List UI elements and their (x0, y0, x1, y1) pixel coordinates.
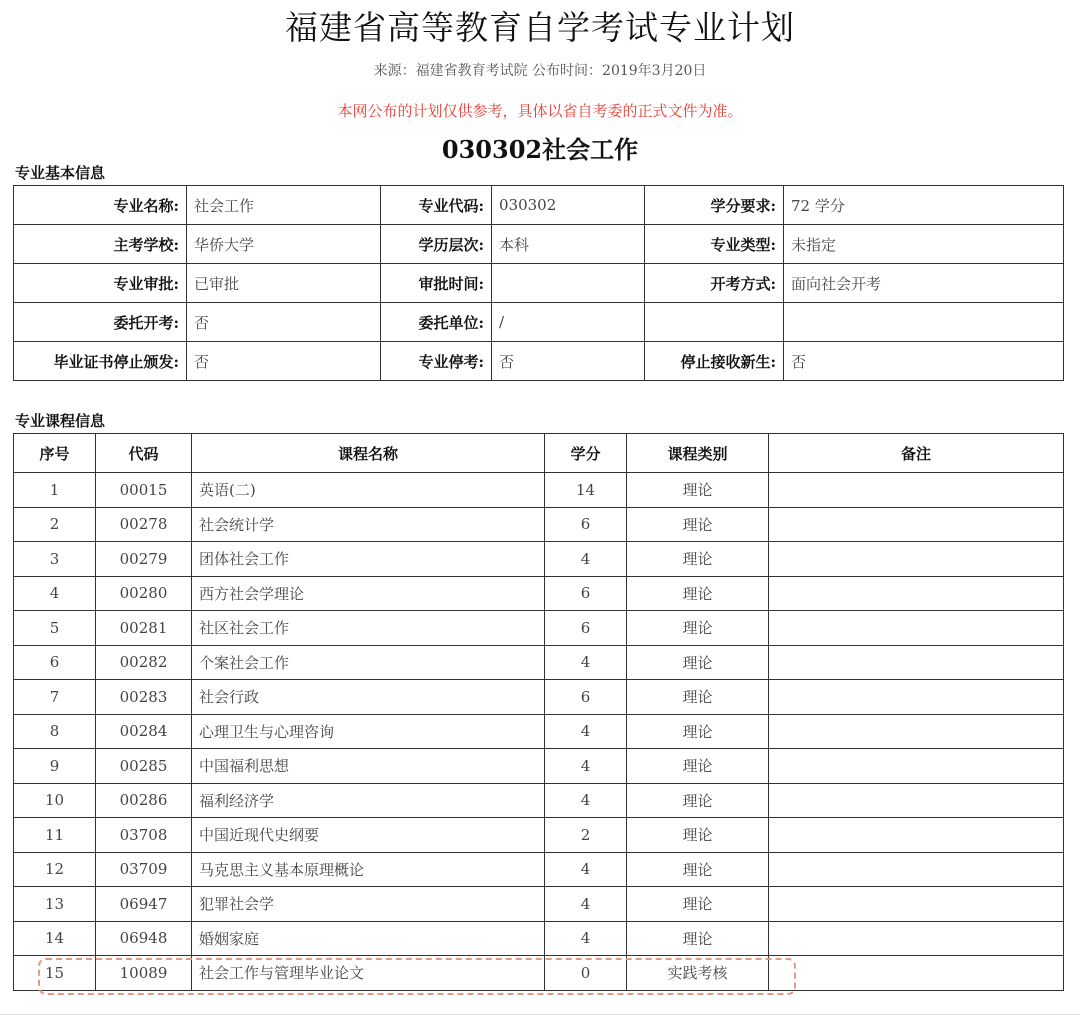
course-code: 00015 (96, 473, 192, 508)
course-category: 理论 (627, 473, 769, 508)
course-remark (769, 852, 1064, 887)
course-name: 社区社会工作 (192, 611, 545, 646)
info-value: 否 (492, 342, 645, 381)
course-name: 个案社会工作 (192, 645, 545, 680)
info-label: 专业代码: (381, 186, 492, 225)
info-value (784, 303, 1064, 342)
row-index: 6 (14, 645, 96, 680)
row-index: 9 (14, 749, 96, 784)
info-value: 030302 (492, 186, 645, 225)
basic-info-label: 专业基本信息 (15, 164, 106, 182)
course-name: 团体社会工作 (192, 542, 545, 577)
course-credits: 4 (545, 783, 627, 818)
course-credits: 4 (545, 645, 627, 680)
course-category: 理论 (627, 749, 769, 784)
course-name: 马克思主义基本原理概论 (192, 852, 545, 887)
table-header-row (14, 434, 1064, 473)
info-label: 毕业证书停止颁发: (14, 342, 187, 381)
basic-info-table (13, 185, 1064, 381)
row-index: 15 (14, 956, 96, 991)
course-category: 理论 (627, 921, 769, 956)
row-index: 7 (14, 680, 96, 715)
info-value: 已审批 (187, 264, 381, 303)
course-code: 00280 (96, 576, 192, 611)
page-title: 福建省高等教育自学考试专业计划 (285, 8, 795, 47)
table-row (14, 749, 1064, 784)
info-label: 主考学校: (14, 225, 187, 264)
course-code: 03709 (96, 852, 192, 887)
course-credits: 4 (545, 852, 627, 887)
info-row (14, 264, 1064, 303)
course-credits: 2 (545, 818, 627, 853)
row-index: 2 (14, 507, 96, 542)
column-header: 备注 (769, 434, 1064, 473)
info-label: 学分要求: (645, 186, 784, 225)
course-category: 理论 (627, 852, 769, 887)
course-name: 社会行政 (192, 680, 545, 715)
row-index: 1 (14, 473, 96, 508)
course-category: 理论 (627, 680, 769, 715)
course-remark (769, 473, 1064, 508)
course-credits: 4 (545, 887, 627, 922)
course-name: 中国近现代史纲要 (192, 818, 545, 853)
table-row (14, 542, 1064, 577)
info-label: 专业类型: (645, 225, 784, 264)
course-category: 理论 (627, 507, 769, 542)
info-row (14, 303, 1064, 342)
course-table (13, 433, 1064, 991)
column-header: 课程名称 (192, 434, 545, 473)
course-credits: 6 (545, 507, 627, 542)
info-label (645, 303, 784, 342)
info-label: 审批时间: (381, 264, 492, 303)
row-index: 5 (14, 611, 96, 646)
course-code: 03708 (96, 818, 192, 853)
table-row (14, 956, 1064, 991)
table-row (14, 645, 1064, 680)
course-credits: 4 (545, 921, 627, 956)
table-row (14, 576, 1064, 611)
table-row (14, 921, 1064, 956)
course-name: 社会统计学 (192, 507, 545, 542)
info-value: 未指定 (784, 225, 1064, 264)
info-label: 学历层次: (381, 225, 492, 264)
course-code: 06947 (96, 887, 192, 922)
course-remark (769, 921, 1064, 956)
course-credits: 4 (545, 542, 627, 577)
source-line: 来源：福建省教育考试院 公布时间：2019年3月20日 (373, 63, 707, 79)
course-info-label: 专业课程信息 (15, 412, 106, 430)
course-category: 理论 (627, 714, 769, 749)
course-code: 00286 (96, 783, 192, 818)
info-row (14, 342, 1064, 381)
course-code: 06948 (96, 921, 192, 956)
course-category: 理论 (627, 783, 769, 818)
course-code: 00283 (96, 680, 192, 715)
info-label: 专业名称: (14, 186, 187, 225)
course-category: 理论 (627, 645, 769, 680)
row-index: 8 (14, 714, 96, 749)
course-name: 西方社会学理论 (192, 576, 545, 611)
course-category: 理论 (627, 542, 769, 577)
course-credits: 4 (545, 749, 627, 784)
table-row (14, 611, 1064, 646)
column-header: 序号 (14, 434, 96, 473)
course-name: 婚姻家庭 (192, 921, 545, 956)
course-credits: 14 (545, 473, 627, 508)
course-remark (769, 783, 1064, 818)
column-header: 代码 (96, 434, 192, 473)
table-row (14, 818, 1064, 853)
course-code: 00279 (96, 542, 192, 577)
major-title: 030302社会工作 (441, 135, 639, 164)
course-credits: 0 (545, 956, 627, 991)
course-remark (769, 818, 1064, 853)
row-index: 4 (14, 576, 96, 611)
row-index: 13 (14, 887, 96, 922)
course-code: 00278 (96, 507, 192, 542)
column-header: 课程类别 (627, 434, 769, 473)
info-value: 社会工作 (187, 186, 381, 225)
course-category: 理论 (627, 887, 769, 922)
info-label: 专业停考: (381, 342, 492, 381)
course-name: 福利经济学 (192, 783, 545, 818)
course-code: 10089 (96, 956, 192, 991)
course-name: 心理卫生与心理咨询 (192, 714, 545, 749)
table-row (14, 680, 1064, 715)
table-row (14, 887, 1064, 922)
info-value: 否 (187, 342, 381, 381)
row-index: 11 (14, 818, 96, 853)
row-index: 12 (14, 852, 96, 887)
course-remark (769, 611, 1064, 646)
info-value: 72 学分 (784, 186, 1064, 225)
info-label: 委托单位: (381, 303, 492, 342)
course-credits: 6 (545, 680, 627, 715)
course-remark (769, 507, 1064, 542)
course-name: 英语(二) (192, 473, 545, 508)
row-index: 10 (14, 783, 96, 818)
course-code: 00281 (96, 611, 192, 646)
course-credits: 6 (545, 576, 627, 611)
divider (0, 1014, 1080, 1015)
info-label: 委托开考: (14, 303, 187, 342)
course-code: 00284 (96, 714, 192, 749)
course-remark (769, 542, 1064, 577)
course-remark (769, 956, 1064, 991)
info-label: 停止接收新生: (645, 342, 784, 381)
course-credits: 6 (545, 611, 627, 646)
course-category: 理论 (627, 611, 769, 646)
course-name: 犯罪社会学 (192, 887, 545, 922)
info-row (14, 186, 1064, 225)
table-row (14, 473, 1064, 508)
info-row (14, 225, 1064, 264)
info-value: / (492, 303, 645, 342)
course-code: 00282 (96, 645, 192, 680)
course-remark (769, 887, 1064, 922)
course-category: 实践考核 (627, 956, 769, 991)
course-name: 中国福利思想 (192, 749, 545, 784)
course-remark (769, 680, 1064, 715)
table-row (14, 507, 1064, 542)
info-value (492, 264, 645, 303)
info-value: 否 (784, 342, 1064, 381)
table-row (14, 783, 1064, 818)
info-label: 开考方式: (645, 264, 784, 303)
course-name: 社会工作与管理毕业论文 (192, 956, 545, 991)
course-category: 理论 (627, 818, 769, 853)
course-code: 00285 (96, 749, 192, 784)
table-row (14, 852, 1064, 887)
info-value: 否 (187, 303, 381, 342)
course-remark (769, 576, 1064, 611)
info-value: 华侨大学 (187, 225, 381, 264)
notice-text: 本网公布的计划仅供参考，具体以省自考委的正式文件为准。 (337, 102, 743, 120)
info-value: 面向社会开考 (784, 264, 1064, 303)
table-row (14, 714, 1064, 749)
info-value: 本科 (492, 225, 645, 264)
course-credits: 4 (545, 714, 627, 749)
course-remark (769, 714, 1064, 749)
course-remark (769, 749, 1064, 784)
row-index: 3 (14, 542, 96, 577)
row-index: 14 (14, 921, 96, 956)
course-remark (769, 645, 1064, 680)
course-category: 理论 (627, 576, 769, 611)
info-label: 专业审批: (14, 264, 187, 303)
column-header: 学分 (545, 434, 627, 473)
